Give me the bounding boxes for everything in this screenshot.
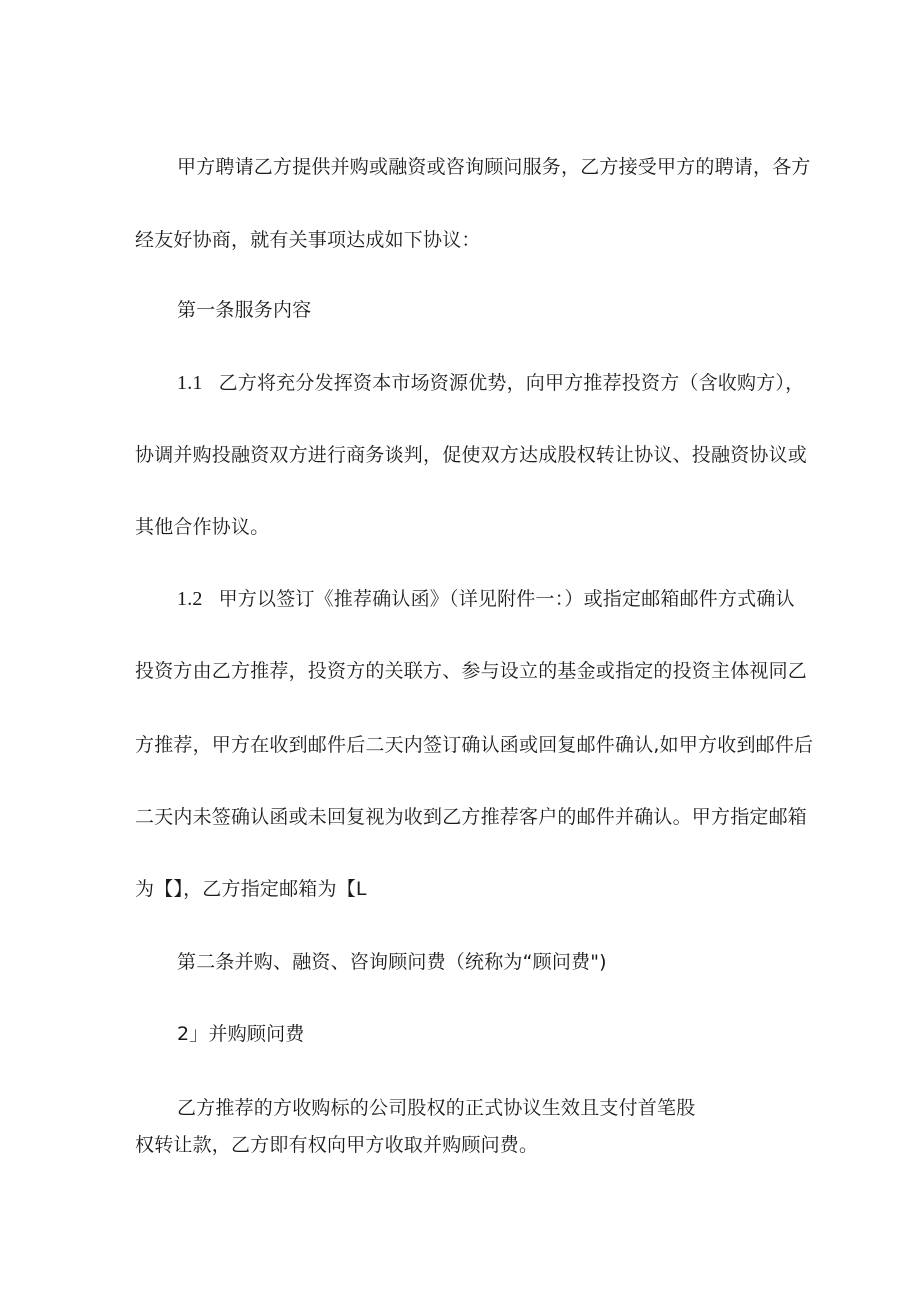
clause-1-2-number: 1.2 [177, 588, 203, 610]
clause-1-1-number: 1.1 [177, 372, 203, 394]
clause-2-1-heading: 2」并购顾问费 [177, 1023, 305, 1045]
clause-1-1-line-3: 其他合作协议。 [135, 516, 270, 538]
clause-2-1-line-1: 乙方推荐的方收购标的公司股权的正式协议生效且支付首笔股 [177, 1097, 696, 1119]
clause-1-2-line-1 [177, 587, 795, 611]
article-2-heading: 第二条并购、融资、咨询顾问费（统称为“顾问费") [177, 951, 607, 973]
clause-1-2-line-2: 投资方由乙方推荐，投资方的关联方、参与设立的基金或指定的投资主体视同乙 [135, 660, 808, 682]
paragraph-intro-line-2: 经友好协商，就有关事项达成如下协议： [135, 229, 481, 251]
paragraph-intro-line-1: 甲方聘请乙方提供并购或融资或咨询顾问服务，乙方接受甲方的聘请，各方 [177, 156, 811, 178]
clause-1-1-line-1 [177, 371, 804, 395]
clause-1-2-line-5: 为【】，乙方指定邮箱为【L [135, 878, 367, 900]
clause-1-2-text: 甲方以签订《推荐确认函》（详见附件一：）或指定邮箱邮件方式确认 [218, 588, 795, 610]
clause-1-1-line-2: 协调并购投融资双方进行商务谈判，促使双方达成股权转让协议、投融资协议或 [135, 444, 808, 466]
article-1-heading: 第一条服务内容 [177, 299, 312, 321]
clause-1-1-text: 乙方将充分发挥资本市场资源优势，向甲方推荐投资方（含收购方）， [218, 372, 805, 394]
clause-1-2-line-3: 方推荐，甲方在收到邮件后二天内签订确认函或回复邮件确认,如甲方收到邮件后 [135, 734, 814, 756]
clause-1-2-line-4: 二天内未签确认函或未回复视为收到乙方推荐客户的邮件并确认。甲方指定邮箱 [135, 806, 808, 828]
clause-2-1-line-2: 权转让款，乙方即有权向甲方收取并购顾问费。 [135, 1134, 539, 1156]
